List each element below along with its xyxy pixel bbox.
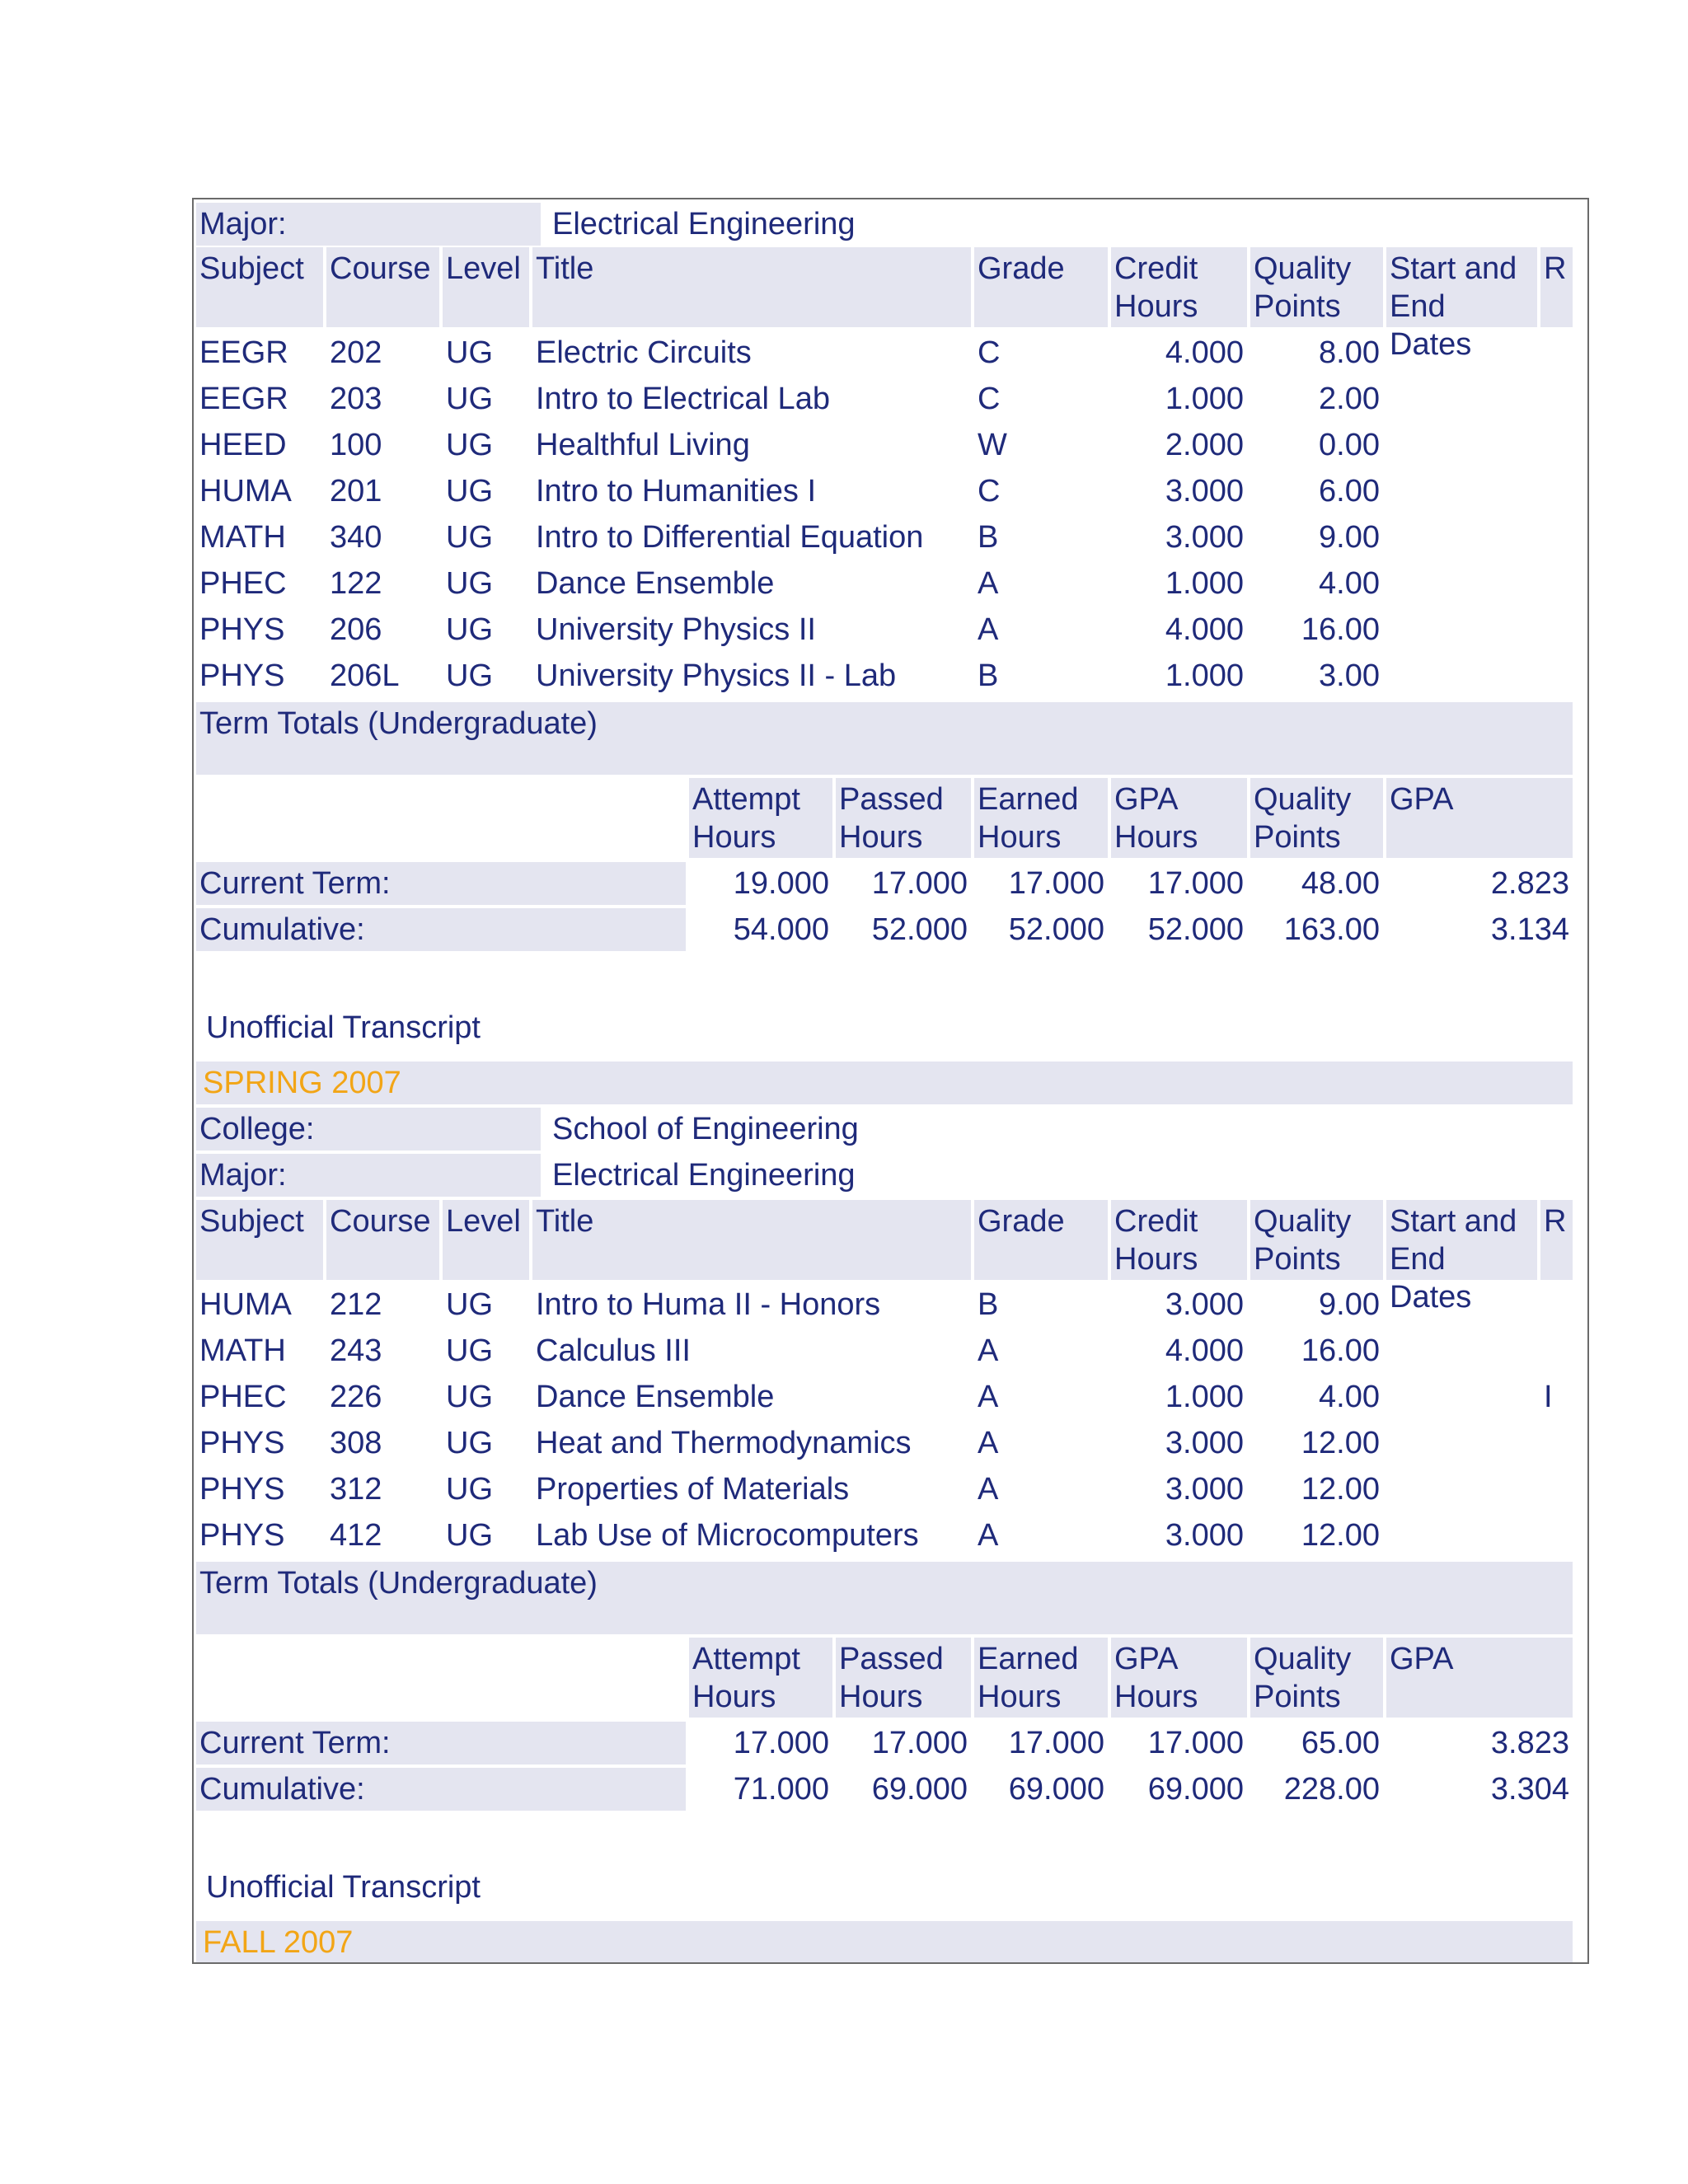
header-grade: Grade <box>974 1200 1108 1280</box>
cell-course: 100 <box>330 428 382 462</box>
cumulative-attempt: 54.000 <box>733 912 829 947</box>
current-passed: 17.000 <box>871 866 968 901</box>
cell-grade: A <box>978 612 999 647</box>
term-totals-label: Term Totals (Undergraduate) <box>199 706 598 741</box>
cumulative-attempt: 71.000 <box>733 1772 829 1807</box>
cell-subject: PHYS <box>199 1426 285 1460</box>
table-row <box>194 654 1587 701</box>
table-row <box>194 1376 1587 1422</box>
cell-grade: A <box>978 1472 999 1507</box>
cell-r <box>1540 654 1573 657</box>
totals-header-earned: Earned Hours <box>974 1638 1108 1718</box>
current-passed: 17.000 <box>871 1726 968 1760</box>
table-row <box>194 1468 1587 1514</box>
current-gpa: 2.823 <box>1490 866 1569 901</box>
term-band-fall-2007 <box>196 1921 1573 1964</box>
cell-title: Healthful Living <box>536 428 750 462</box>
cell-dates <box>1386 1283 1537 1286</box>
cell-dates <box>1386 1376 1537 1378</box>
cell-dates <box>1386 470 1537 472</box>
cell-quality-points: 4.00 <box>1319 566 1380 601</box>
current-term-row <box>194 1722 1587 1765</box>
cumulative-earned: 52.000 <box>1008 912 1104 947</box>
major-label: Major: <box>196 203 541 246</box>
cell-r <box>1540 1283 1573 1286</box>
cell-level: UG <box>446 382 493 416</box>
cell-level: UG <box>446 428 493 462</box>
current-gpa-hours: 17.000 <box>1147 866 1244 901</box>
term-totals-band <box>196 702 1573 775</box>
cumulative-gpa-hours: 52.000 <box>1147 912 1244 947</box>
major-value: Electrical Engineering <box>552 1158 856 1193</box>
cell-grade: A <box>978 566 999 601</box>
cell-course: 203 <box>330 382 382 416</box>
totals-header-blank <box>196 778 686 858</box>
cell-title: University Physics II - Lab <box>536 658 897 693</box>
cell-dates <box>1386 377 1537 380</box>
cell-course: 308 <box>330 1426 382 1460</box>
header-quality-points: Quality Points <box>1250 1200 1383 1280</box>
cell-level: UG <box>446 566 493 601</box>
cell-subject: EEGR <box>199 382 288 416</box>
cell-course: 312 <box>330 1472 382 1507</box>
cell-subject: HUMA <box>199 1287 292 1322</box>
cell-course: 243 <box>330 1333 382 1368</box>
cell-subject: HEED <box>199 428 287 462</box>
cell-r <box>1540 424 1573 426</box>
table-row <box>194 377 1587 424</box>
table-row <box>194 470 1587 516</box>
cell-dates <box>1386 1514 1537 1516</box>
header-start-end-dates: Start and End Dates <box>1386 247 1537 327</box>
cell-quality-points: 2.00 <box>1319 382 1380 416</box>
cell-grade: B <box>978 1287 999 1322</box>
cell-r <box>1540 1422 1573 1424</box>
cell-grade: C <box>978 335 1001 370</box>
header-start-end-dates: Start and End Dates <box>1386 1200 1537 1280</box>
cell-r <box>1540 1514 1573 1516</box>
current-earned: 17.000 <box>1008 866 1104 901</box>
totals-header-passed: Passed Hours <box>836 778 971 858</box>
cell-title: Dance Ensemble <box>536 566 775 601</box>
table-row <box>194 1514 1587 1560</box>
cell-credit-hours: 3.000 <box>1165 1287 1244 1322</box>
current-attempt: 19.000 <box>733 866 829 901</box>
cumulative-row <box>194 1768 1587 1811</box>
cell-title: Lab Use of Microcomputers <box>536 1518 919 1553</box>
cell-level: UG <box>446 1333 493 1368</box>
cell-level: UG <box>446 1426 493 1460</box>
cumulative-gpa: 3.304 <box>1490 1772 1569 1807</box>
cell-credit-hours: 2.000 <box>1165 428 1244 462</box>
cell-subject: PHYS <box>199 612 285 647</box>
totals-header-passed: Passed Hours <box>836 1638 971 1718</box>
cell-grade: W <box>978 428 1007 462</box>
cell-dates <box>1386 562 1537 565</box>
totals-header-row <box>194 778 1587 858</box>
current-quality: 65.00 <box>1301 1726 1380 1760</box>
cell-r <box>1540 1329 1573 1332</box>
cell-title: Intro to Differential Equation <box>536 520 924 555</box>
cell-credit-hours: 3.000 <box>1165 1472 1244 1507</box>
cell-level: UG <box>446 474 493 509</box>
cell-dates <box>1386 654 1537 657</box>
cell-quality-points: 12.00 <box>1301 1426 1380 1460</box>
cell-quality-points: 9.00 <box>1319 520 1380 555</box>
cell-course: 202 <box>330 335 382 370</box>
totals-header-row <box>194 1638 1587 1718</box>
cell-r <box>1540 608 1573 611</box>
cell-title: Intro to Electrical Lab <box>536 382 830 416</box>
header-title: Title <box>532 247 971 327</box>
cell-quality-points: 16.00 <box>1301 612 1380 647</box>
cell-title: University Physics II <box>536 612 816 647</box>
cell-title: Dance Ensemble <box>536 1380 775 1414</box>
cell-credit-hours: 4.000 <box>1165 335 1244 370</box>
cell-subject: MATH <box>199 1333 286 1368</box>
cell-quality-points: 8.00 <box>1319 335 1380 370</box>
cell-course: 122 <box>330 566 382 601</box>
term-band-spring-2007 <box>196 1062 1573 1104</box>
totals-header-blank <box>196 1638 686 1718</box>
current-gpa: 3.823 <box>1490 1726 1569 1760</box>
header-course: Course <box>326 1200 439 1280</box>
cell-title: Intro to Humanities I <box>536 474 817 509</box>
cell-credit-hours: 3.000 <box>1165 474 1244 509</box>
cell-level: UG <box>446 658 493 693</box>
totals-header-quality: Quality Points <box>1250 778 1383 858</box>
cell-course: 206L <box>330 658 400 693</box>
cumulative-earned: 69.000 <box>1008 1772 1104 1807</box>
totals-header-gpa-hours: GPA Hours <box>1111 1638 1247 1718</box>
cumulative-quality: 163.00 <box>1283 912 1380 947</box>
cell-quality-points: 12.00 <box>1301 1472 1380 1507</box>
current-quality: 48.00 <box>1301 866 1380 901</box>
cell-dates <box>1386 1468 1537 1470</box>
term-totals-label: Term Totals (Undergraduate) <box>199 1566 598 1601</box>
totals-header-attempt: Attempt Hours <box>689 778 832 858</box>
cell-quality-points: 9.00 <box>1319 1287 1380 1322</box>
cell-grade: C <box>978 382 1001 416</box>
cell-subject: MATH <box>199 520 286 555</box>
current-term-row <box>194 862 1587 905</box>
cell-subject: PHYS <box>199 1518 285 1553</box>
cell-credit-hours: 1.000 <box>1165 1380 1244 1414</box>
course-rows <box>194 331 1587 701</box>
current-earned: 17.000 <box>1008 1726 1104 1760</box>
cumulative-passed: 69.000 <box>871 1772 968 1807</box>
cell-r <box>1540 331 1573 334</box>
cell-credit-hours: 1.000 <box>1165 382 1244 416</box>
cell-credit-hours: 1.000 <box>1165 566 1244 601</box>
cell-quality-points: 6.00 <box>1319 474 1380 509</box>
cumulative-label: Cumulative: <box>196 1768 686 1811</box>
cell-level: UG <box>446 1518 493 1553</box>
cumulative-gpa: 3.134 <box>1490 912 1569 947</box>
cell-subject: EEGR <box>199 335 288 370</box>
header-level: Level <box>443 247 529 327</box>
cell-quality-points: 12.00 <box>1301 1518 1380 1553</box>
totals-header-earned: Earned Hours <box>974 778 1108 858</box>
cell-r: I <box>1544 1380 1553 1414</box>
cell-grade: C <box>978 474 1001 509</box>
cell-credit-hours: 3.000 <box>1165 520 1244 555</box>
header-grade: Grade <box>974 247 1108 327</box>
cell-r <box>1540 562 1573 565</box>
major-value: Electrical Engineering <box>552 207 856 241</box>
header-quality-points: Quality Points <box>1250 247 1383 327</box>
current-gpa-hours: 17.000 <box>1147 1726 1244 1760</box>
unofficial-transcript-label: Unofficial Transcript <box>206 1010 481 1045</box>
header-credit-hours: Credit Hours <box>1111 247 1247 327</box>
cell-r <box>1540 377 1573 380</box>
current-attempt: 17.000 <box>733 1726 829 1760</box>
header-r: R <box>1540 247 1573 327</box>
header-credit-hours: Credit Hours <box>1111 1200 1247 1280</box>
cell-course: 412 <box>330 1518 382 1553</box>
unofficial-transcript-label: Unofficial Transcript <box>206 1870 481 1905</box>
cell-dates <box>1386 424 1537 426</box>
cell-credit-hours: 4.000 <box>1165 1333 1244 1368</box>
cell-subject: PHEC <box>199 1380 287 1414</box>
cell-subject: PHYS <box>199 1472 285 1507</box>
cell-course: 340 <box>330 520 382 555</box>
table-row <box>194 516 1587 562</box>
header-course: Course <box>326 247 439 327</box>
cumulative-quality: 228.00 <box>1283 1772 1380 1807</box>
table-row <box>194 608 1587 654</box>
cell-grade: B <box>978 658 999 693</box>
current-term-label: Current Term: <box>196 862 686 905</box>
cell-r <box>1540 1468 1573 1470</box>
cumulative-gpa-hours: 69.000 <box>1147 1772 1244 1807</box>
cumulative-row <box>194 908 1587 951</box>
cell-course: 206 <box>330 612 382 647</box>
term-name: FALL 2007 <box>203 1925 354 1960</box>
cell-grade: A <box>978 1380 999 1414</box>
cell-grade: B <box>978 520 999 555</box>
cell-quality-points: 16.00 <box>1301 1333 1380 1368</box>
cell-credit-hours: 3.000 <box>1165 1518 1244 1553</box>
cell-credit-hours: 3.000 <box>1165 1426 1244 1460</box>
cell-level: UG <box>446 1287 493 1322</box>
header-title: Title <box>532 1200 971 1280</box>
cell-grade: A <box>978 1426 999 1460</box>
header-subject: Subject <box>196 1200 323 1280</box>
term-totals-band <box>196 1562 1573 1634</box>
cell-dates <box>1386 608 1537 611</box>
cell-dates <box>1386 331 1537 334</box>
table-row <box>194 562 1587 608</box>
cell-grade: A <box>978 1333 999 1368</box>
totals-header-attempt: Attempt Hours <box>689 1638 832 1718</box>
header-subject: Subject <box>196 247 323 327</box>
cell-subject: PHYS <box>199 658 285 693</box>
cell-title: Calculus III <box>536 1333 691 1368</box>
header-r: R <box>1540 1200 1573 1280</box>
cell-title: Electric Circuits <box>536 335 752 370</box>
cumulative-label: Cumulative: <box>196 908 686 951</box>
cell-subject: PHEC <box>199 566 287 601</box>
cell-dates <box>1386 516 1537 518</box>
current-term-label: Current Term: <box>196 1722 686 1765</box>
major-row <box>194 203 1587 246</box>
cell-r <box>1540 470 1573 472</box>
cell-dates <box>1386 1329 1537 1332</box>
cell-level: UG <box>446 520 493 555</box>
table-row <box>194 1329 1587 1376</box>
cell-course: 201 <box>330 474 382 509</box>
totals-header-gpa: GPA <box>1386 1638 1573 1718</box>
major-row <box>194 1154 1587 1197</box>
cumulative-passed: 52.000 <box>871 912 968 947</box>
table-row <box>194 331 1587 377</box>
college-value: School of Engineering <box>552 1112 859 1146</box>
table-row <box>194 1283 1587 1329</box>
cell-title: Intro to Huma II - Honors <box>536 1287 881 1322</box>
table-row <box>194 1422 1587 1468</box>
major-label: Major: <box>196 1154 541 1197</box>
cell-subject: HUMA <box>199 474 292 509</box>
totals-header-gpa-hours: GPA Hours <box>1111 778 1247 858</box>
cell-quality-points: 3.00 <box>1319 658 1380 693</box>
cell-level: UG <box>446 612 493 647</box>
cell-level: UG <box>446 335 493 370</box>
term-name: SPRING 2007 <box>203 1066 401 1100</box>
cell-course: 212 <box>330 1287 382 1322</box>
college-row <box>194 1108 1587 1151</box>
cell-title: Properties of Materials <box>536 1472 850 1507</box>
cell-r <box>1540 516 1573 518</box>
cell-quality-points: 4.00 <box>1319 1380 1380 1414</box>
header-level: Level <box>443 1200 529 1280</box>
table-row <box>194 424 1587 470</box>
cell-credit-hours: 4.000 <box>1165 612 1244 647</box>
cell-dates <box>1386 1422 1537 1424</box>
cell-title: Heat and Thermodynamics <box>536 1426 912 1460</box>
totals-header-gpa: GPA <box>1386 778 1573 858</box>
cell-credit-hours: 1.000 <box>1165 658 1244 693</box>
cell-level: UG <box>446 1472 493 1507</box>
cell-grade: A <box>978 1518 999 1553</box>
cell-level: UG <box>446 1380 493 1414</box>
totals-header-quality: Quality Points <box>1250 1638 1383 1718</box>
cell-quality-points: 0.00 <box>1319 428 1380 462</box>
course-rows <box>194 1283 1587 1560</box>
cell-course: 226 <box>330 1380 382 1414</box>
transcript-frame <box>192 198 1589 1964</box>
college-label: College: <box>196 1108 541 1151</box>
